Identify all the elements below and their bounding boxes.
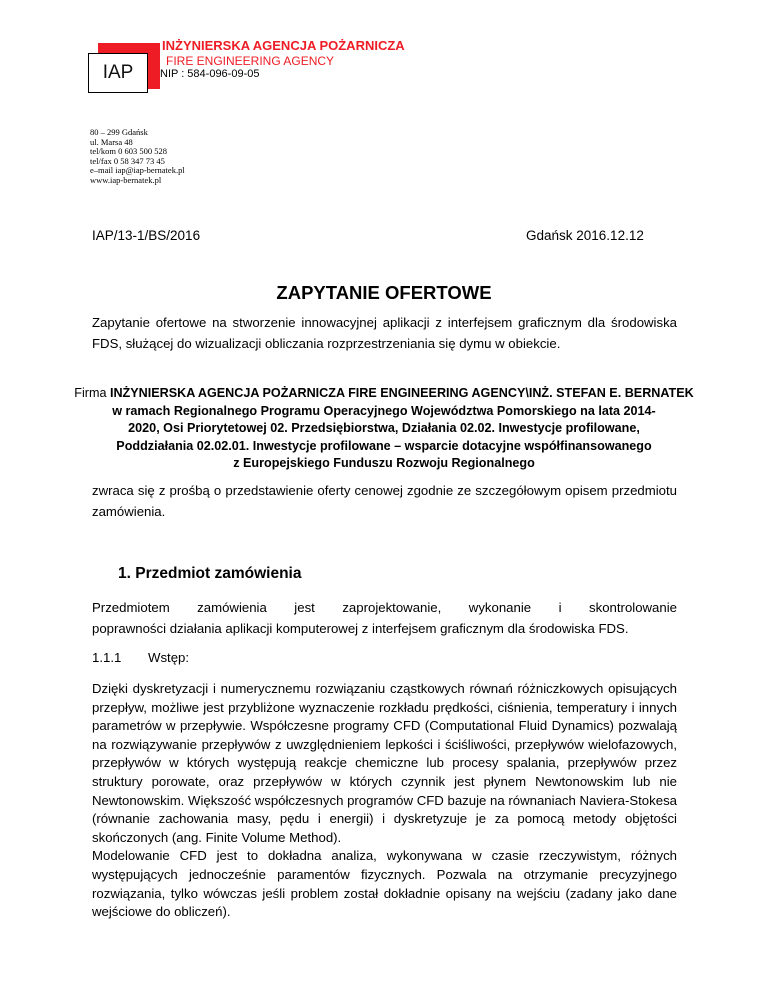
main-text	[92, 680, 677, 922]
page-title: ZAPYTANIE OFERTOWE	[276, 282, 492, 303]
agency-name-pl: INŻYNIERSKA AGENCJA POŻARNICZA	[162, 38, 405, 53]
address-line: 80 – 299 Gdańsk	[90, 127, 148, 137]
section-paragraph	[92, 597, 677, 639]
program-line: w ramach Regionalnego Programu Operacyjnego Województwa Pomorskiego na lata 2014-	[112, 403, 656, 418]
subsection-heading	[92, 650, 189, 665]
subsection-number: 1.1.1	[92, 650, 122, 665]
agency-nip: NIP : 584-096-09-05	[160, 68, 260, 80]
paragraph: Modelowanie CFD jest to dokładna analiza, wykonywana w czasie rzeczywistym, różnych występujących jednocześnie paramentów fizycznych. Pozwala na otrzymanie precyzyjnego rozwiązania, tylko wówczas jeśli problem został dokładnie opisany na wejściu (zadany jako dane wejściowe do obliczeń).	[92, 848, 677, 920]
reference-number: IAP/13-1/BS/2016	[92, 228, 201, 243]
company-prefix: Firma	[74, 386, 110, 400]
document-date: Gdańsk 2016.12.12	[526, 228, 644, 243]
address-line: tel/kom 0 603 500 528	[90, 146, 167, 157]
intro-paragraph: Zapytanie ofertowe na stworzenie innowacyjnej aplikacji z interfejsem graficznym dla środowiska FDS, służącej do wizualizacji obliczania rozprzestrzeniania się dymu w obiekcie.	[92, 315, 677, 351]
address-line: ul. Marsa 48	[90, 136, 133, 147]
subsection-title: Wstęp:	[148, 650, 190, 665]
company-name: INŻYNIERSKA AGENCJA POŻARNICZA FIRE ENGINEERING AGENCY\INŻ. STEFAN E. BERNATEK	[109, 386, 694, 400]
program-line: z Europejskiego Funduszu Rozwoju Regionalnego	[233, 456, 535, 470]
logo-text: IAP	[102, 62, 134, 83]
section-line: poprawności działania aplikacji komputerowej z interfejsem graficznym dla środowiska FDS.	[92, 621, 629, 636]
program-line: 2020, Osi Priorytetowej 02. Przedsiębiorstwa, Działania 02.02. Inwestycje profilowane,	[128, 421, 640, 435]
address-line: tel/fax 0 58 347 73 45	[90, 155, 165, 166]
company-block	[50, 385, 718, 473]
program-line: Poddziałania 02.02.01. Inwestycje profilowane – wsparcie dotacyjne współfinansowanego	[116, 438, 652, 453]
address-block	[90, 128, 185, 186]
request-paragraph: zwraca się z prośbą o przedstawienie oferty cenowej zgodnie ze szczegółowym opisem przedmiotu zamówienia.	[92, 483, 677, 519]
address-line: e–mail iap@iap-bernatek.pl	[90, 165, 185, 176]
paragraph: Dzięki dyskretyzacji i numerycznemu rozwiązaniu cząstkowych równań różniczkowych opisujących przepływ, możliwe jest przybliżone wyznaczenie rozkładu prędkości, ciśnienia, temperatury i innych parametrów w przepływie. Współczesne programy CFD (Computational Fluid Dynamics) pozwalają na rozwiązywanie przepływów z uwzględnieniem lepkości i ściśliwości, przepływów wielofazowych, przepływów w których występują reakcje chemiczne lub procesy spalania, przepływów przez struktury porowate, oraz przepływów w których czynnik jest płynem Newtonowskim lub nie Newtonowskim. Większość współczesnych programów CFD bazuje na równaniach Naviera-Stokesa (równanie zachowania masy, pędu i energii) i dyskretyzuje je za pomocą metody objętości skończonych (ang. Finite Volume Method).	[92, 681, 677, 845]
section-title: 1. Przedmiot zamówienia	[118, 565, 302, 582]
company-line	[50, 385, 718, 403]
address-line: www.iap-bernatek.pl	[90, 174, 162, 185]
logo	[88, 53, 148, 93]
agency-name-en: FIRE ENGINEERING AGENCY	[166, 54, 335, 68]
section-line: Przedmiotem zamówienia jest zaprojektowanie, wykonanie i skontrolowanie	[92, 600, 677, 615]
